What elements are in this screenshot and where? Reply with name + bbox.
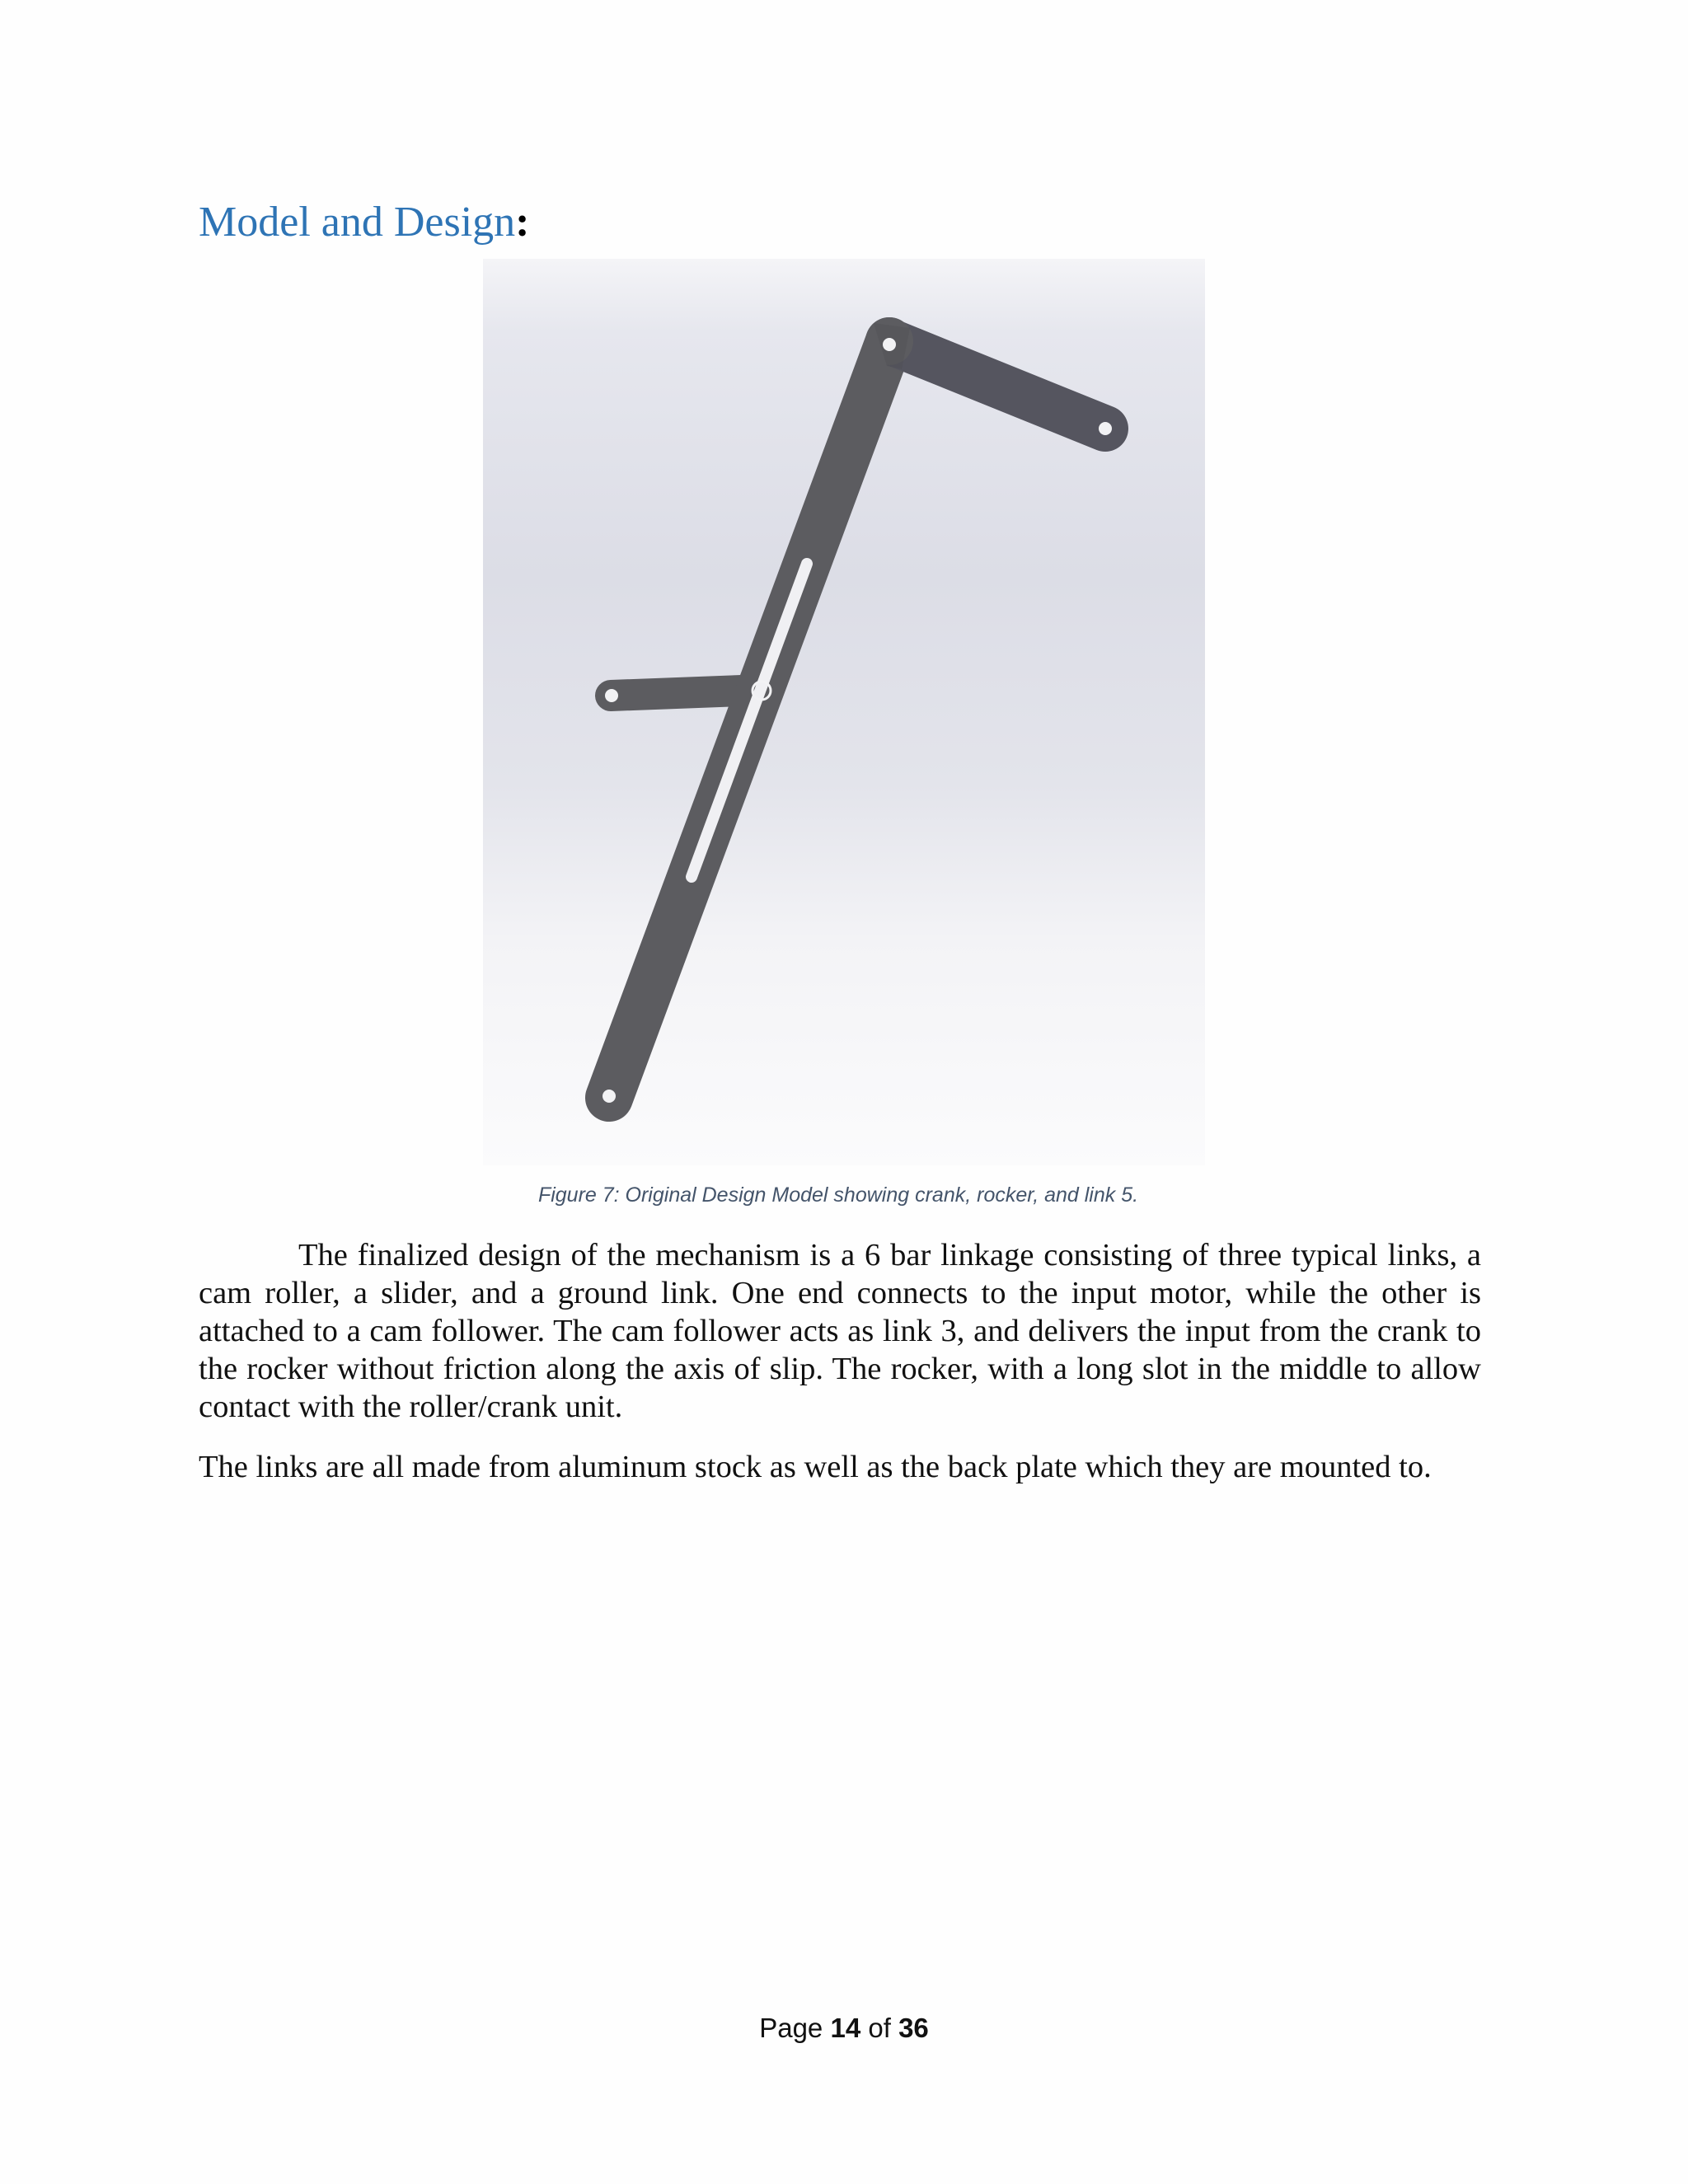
body-paragraph-1: The finalized design of the mechanism is a 6 bar linkage consisting of three typical links, a cam roller, a slider, and a ground link. One end connects to the input motor, while the other is attached to a cam follower. The cam follower acts as link 3, and delivers the input from the crank to the rocker without friction along the axis of slip. The rocker, with a long slot in the middle to allow contact with the roller/crank unit.	[199, 1238, 1481, 1424]
figure-caption: Figure 7: Original Design Model showing crank, rocker, and link 5.	[537, 1183, 1139, 1207]
body-paragraph-2: The links are all made from aluminum stock as well as the back plate which they are mounted to.	[199, 1450, 1432, 1484]
section-heading	[199, 196, 530, 249]
footer-page-word: Page	[759, 2013, 823, 2043]
link-5-end-hole	[605, 689, 618, 702]
render-background	[483, 259, 1205, 1165]
page-footer	[0, 2012, 1688, 2045]
footer-total-pages: 36	[898, 2013, 929, 2043]
section-heading-colon: :	[515, 199, 530, 246]
section-heading-text: Model and Design	[199, 199, 516, 246]
crank-end-hole	[1099, 422, 1112, 435]
design-model-figure	[483, 259, 1205, 1165]
footer-page-number: 14	[830, 2013, 861, 2043]
footer-of-word: of	[868, 2013, 891, 2043]
rocker-ground-hole	[603, 1090, 616, 1103]
linkage-model-render	[483, 259, 1205, 1165]
crank-pivot-hole	[883, 338, 896, 351]
